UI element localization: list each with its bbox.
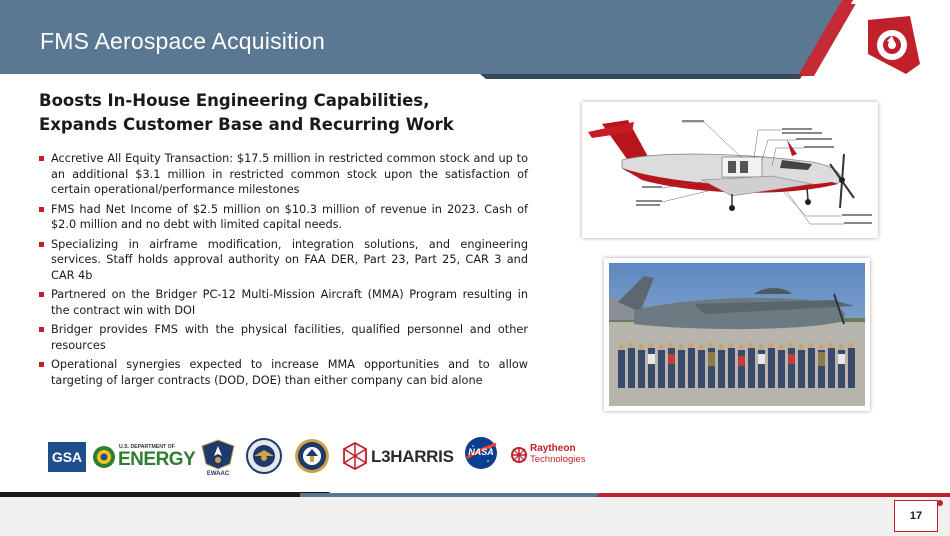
page-dot-icon — [937, 500, 943, 506]
square-bullet-icon — [39, 292, 44, 297]
gsa-logo: GSA — [48, 442, 86, 472]
aperture-logo-icon — [860, 14, 922, 76]
doe-logo: U.S. DEPARTMENT OF ENERGY — [92, 440, 192, 474]
nasa-logo: NASA — [464, 436, 498, 470]
bullet-item: Partnered on the Bridger PC-12 Multi-Mission Aircraft (MMA) Program resulting in the contract win with DOI — [39, 287, 528, 318]
bullet-item: Specializing in airframe modification, integration solutions, and engineering services. Staff holds approval authority on FAA DER, Part 23, Part 25, CAR 3 and CAR 4b — [39, 237, 528, 284]
bullet-item: Accretive All Equity Transaction: $17.5 million in restricted common stock and up to an additional $3.1 million in restricted common stock upon the satisfaction of certain operational/performance milestones — [39, 151, 528, 198]
slide-title: FMS Aerospace Acquisition — [40, 28, 325, 54]
square-bullet-icon — [39, 242, 44, 247]
doe-seal-icon — [92, 445, 116, 469]
headline-line-2: Expands Customer Base and Recurring Work — [39, 115, 454, 134]
customer-logos — [46, 432, 606, 482]
footer-background — [0, 497, 950, 536]
bullet-item: Operational synergies expected to increase MMA opportunities and to allow targeting of larger contracts (DOD, DOE) than either company can bid alone — [39, 357, 528, 388]
aircraft-diagram-image — [582, 102, 878, 238]
raytheon-mark-icon — [510, 446, 528, 464]
team-photo-image — [604, 258, 870, 411]
air-force-seal-icon — [294, 438, 330, 474]
ewaac-shield-icon — [200, 438, 236, 470]
ewaac-logo: EWAAC — [200, 438, 236, 480]
headline-line-1: Boosts In-House Engineering Capabilities, — [39, 91, 430, 110]
aviation-seal-icon — [246, 438, 282, 474]
l3harris-mark-icon — [342, 442, 368, 470]
bullet-list — [39, 151, 528, 392]
headline — [39, 89, 559, 137]
square-bullet-icon — [39, 362, 44, 367]
l3harris-logo: L3HARRIS — [342, 440, 452, 472]
page-number: 17 — [894, 500, 938, 532]
raytheon-logo: Raytheon Technologies — [510, 442, 600, 472]
square-bullet-icon — [39, 327, 44, 332]
bullet-item: FMS had Net Income of $2.5 million on $10.3 million of revenue in 2023. Cash of $2.0 million and no debt with limited capital needs. — [39, 202, 528, 233]
square-bullet-icon — [39, 207, 44, 212]
bullet-item: Bridger provides FMS with the physical facilities, qualified personnel and other resources — [39, 322, 528, 353]
square-bullet-icon — [39, 156, 44, 161]
